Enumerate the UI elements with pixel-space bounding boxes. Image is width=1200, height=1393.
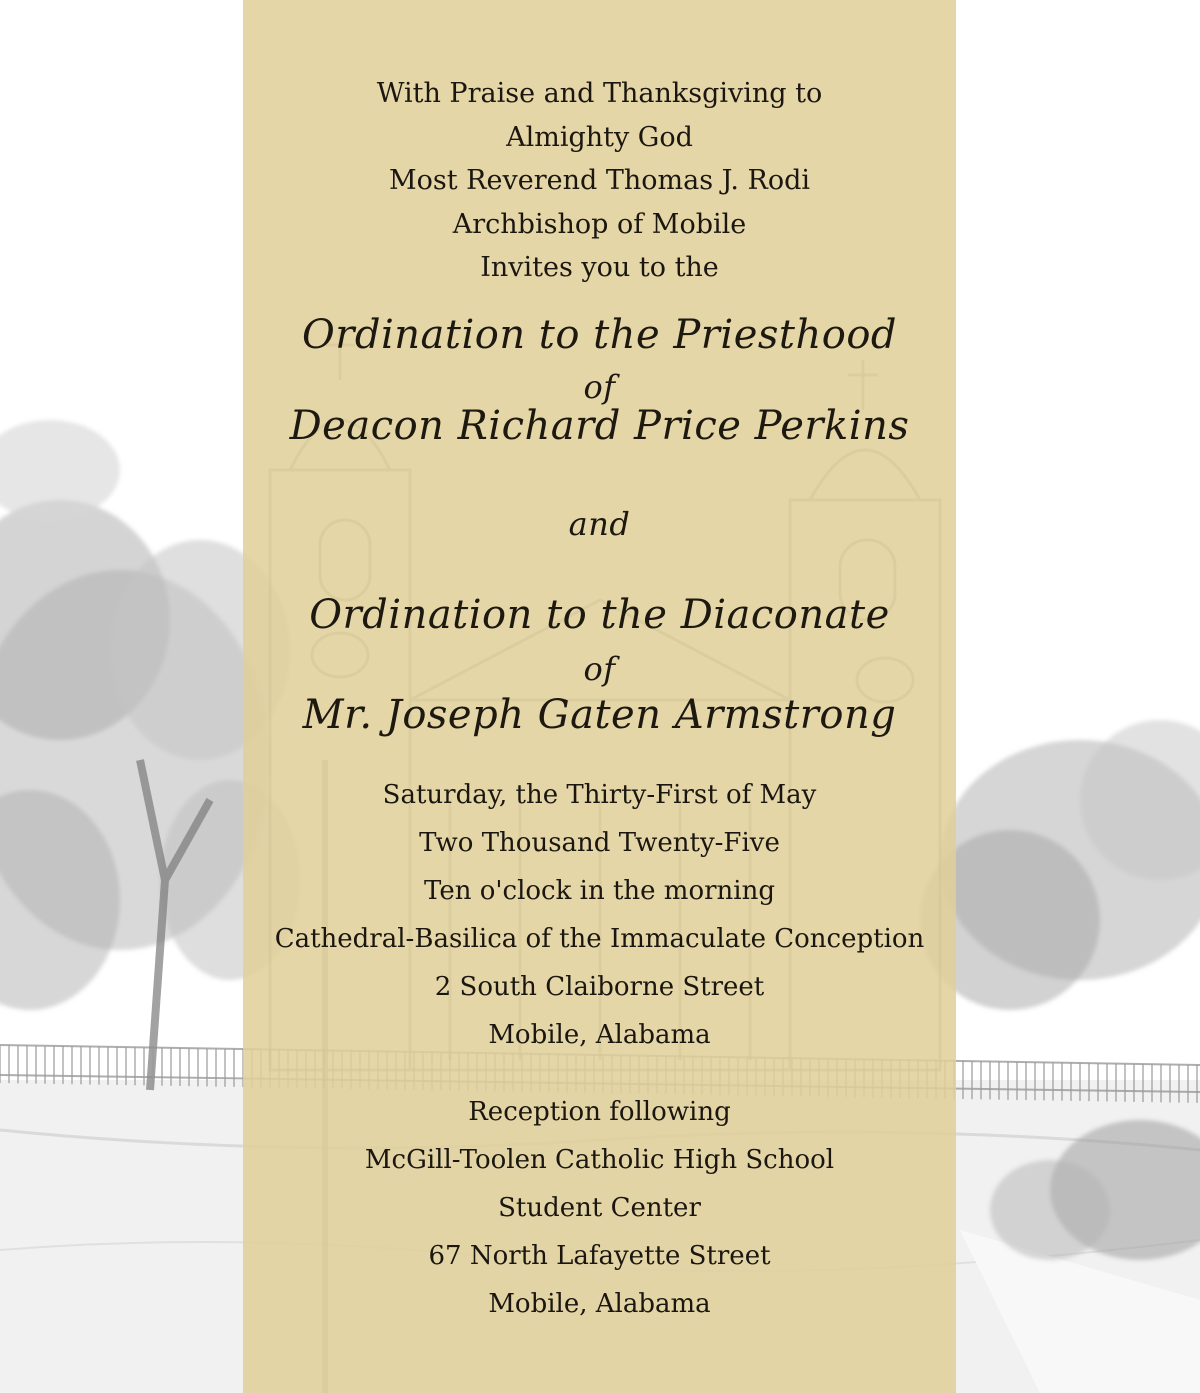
ceremony-venue: Cathedral-Basilica of the Immaculate Conception: [274, 924, 925, 954]
ceremony-details: [243, 771, 956, 1059]
conjunction-and: and: [568, 505, 631, 543]
intro-line-archbishop-title: Archbishop of Mobile: [452, 208, 747, 240]
ceremony-year: Two Thousand Twenty-Five: [419, 828, 780, 858]
reception-heading: Reception following: [468, 1097, 731, 1127]
intro-block: [243, 72, 956, 290]
intro-line-invites: Invites you to the: [480, 252, 719, 283]
ceremony-city: Mobile, Alabama: [488, 1020, 711, 1050]
reception-room: Student Center: [498, 1193, 701, 1223]
ceremony-time: Ten o'clock in the morning: [424, 876, 775, 906]
reception-city: Mobile, Alabama: [488, 1289, 711, 1319]
intro-line-god: Almighty God: [506, 121, 693, 153]
reception-details: [243, 1088, 956, 1328]
intro-line-archbishop-name: Most Reverend Thomas J. Rodi: [388, 165, 811, 196]
priesthood-of: of: [583, 368, 616, 406]
diaconate-of: of: [583, 650, 616, 688]
ceremony-date: Saturday, the Thirty-First of May: [382, 780, 817, 810]
reception-street: 67 North Lafayette Street: [428, 1241, 771, 1271]
ceremony-street: 2 South Claiborne Street: [434, 972, 765, 1002]
intro-line-praise: With Praise and Thanksgiving to: [376, 78, 823, 109]
priesthood-title: Ordination to the Priesthood: [301, 312, 898, 358]
diaconate-candidate-name: Mr. Joseph Gaten Armstrong: [302, 692, 897, 738]
priesthood-candidate-name: Deacon Richard Price Perkins: [289, 403, 910, 449]
reception-place: McGill-Toolen Catholic High School: [364, 1145, 835, 1175]
diaconate-title: Ordination to the Diaconate: [309, 592, 890, 638]
